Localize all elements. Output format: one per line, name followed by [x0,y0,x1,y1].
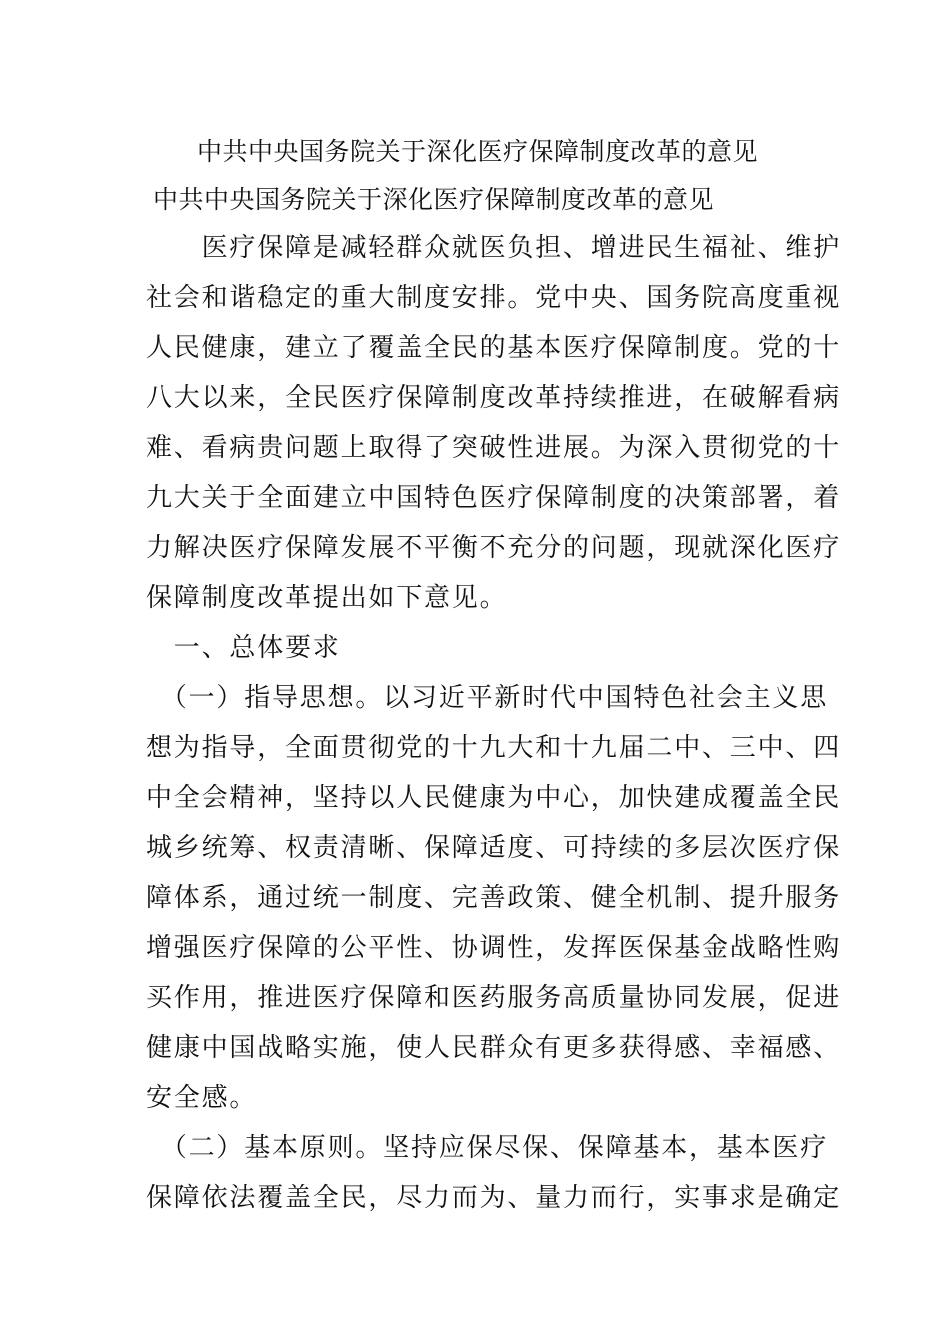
paragraph-3-line-1: （二）基本原则。坚持应保尽保、保障基本，基本医疗 [146,1133,829,1163]
section-heading-general-requirements: 一、总体要求 [146,633,341,663]
paragraph-1-line-6: 九大关于全面建立中国特色医疗保障制度的决策部署，着 [146,483,842,513]
document-title-repeat: 中共中央国务院关于深化医疗保障制度改革的意见 [153,185,715,214]
paragraph-3-line-2: 保障依法覆盖全民，尽力而为、量力而行，实事求是确定 [146,1183,842,1213]
paragraph-2-line-4: 城乡统筹、权责清晰、保障适度、可持续的多层次医疗保 [146,833,842,863]
paragraph-2-line-7: 买作用，推进医疗保障和医药服务高质量协同发展，促进 [146,983,842,1013]
document-title: 中共中央国务院关于深化医疗保障制度改革的意见 [197,137,759,166]
paragraph-2-line-1: （一）指导思想。以习近平新时代中国特色社会主义思 [146,683,829,713]
paragraph-1-line-8: 保障制度改革提出如下意见。 [146,583,508,613]
paragraph-2-line-3: 中全会精神，坚持以人民健康为中心，加快建成覆盖全民 [146,783,842,813]
paragraph-2-line-9: 安全感。 [146,1083,258,1113]
paragraph-1-line-5: 难、看病贵问题上取得了突破性进展。为深入贯彻党的十 [146,433,842,463]
paragraph-1-line-7: 力解决医疗保障发展不平衡不充分的问题，现就深化医疗 [146,533,842,563]
paragraph-1-line-3: 人民健康，建立了覆盖全民的基本医疗保障制度。党的十 [146,333,842,363]
paragraph-2-line-8: 健康中国战略实施，使人民群众有更多获得感、幸福感、 [146,1033,842,1063]
paragraph-1-line-1: 医疗保障是减轻群众就医负担、增进民生福祉、维护 [146,233,842,263]
paragraph-2-line-6: 增强医疗保障的公平性、协调性，发挥医保基金战略性购 [146,933,842,963]
paragraph-1-line-4: 八大以来，全民医疗保障制度改革持续推进，在破解看病 [146,383,842,413]
paragraph-2-line-5: 障体系，通过统一制度、完善政策、健全机制、提升服务 [146,883,842,913]
paragraph-1-line-2: 社会和谐稳定的重大制度安排。党中央、国务院高度重视 [146,283,842,313]
paragraph-2-line-2: 想为指导，全面贯彻党的十九大和十九届二中、三中、四 [146,733,842,763]
